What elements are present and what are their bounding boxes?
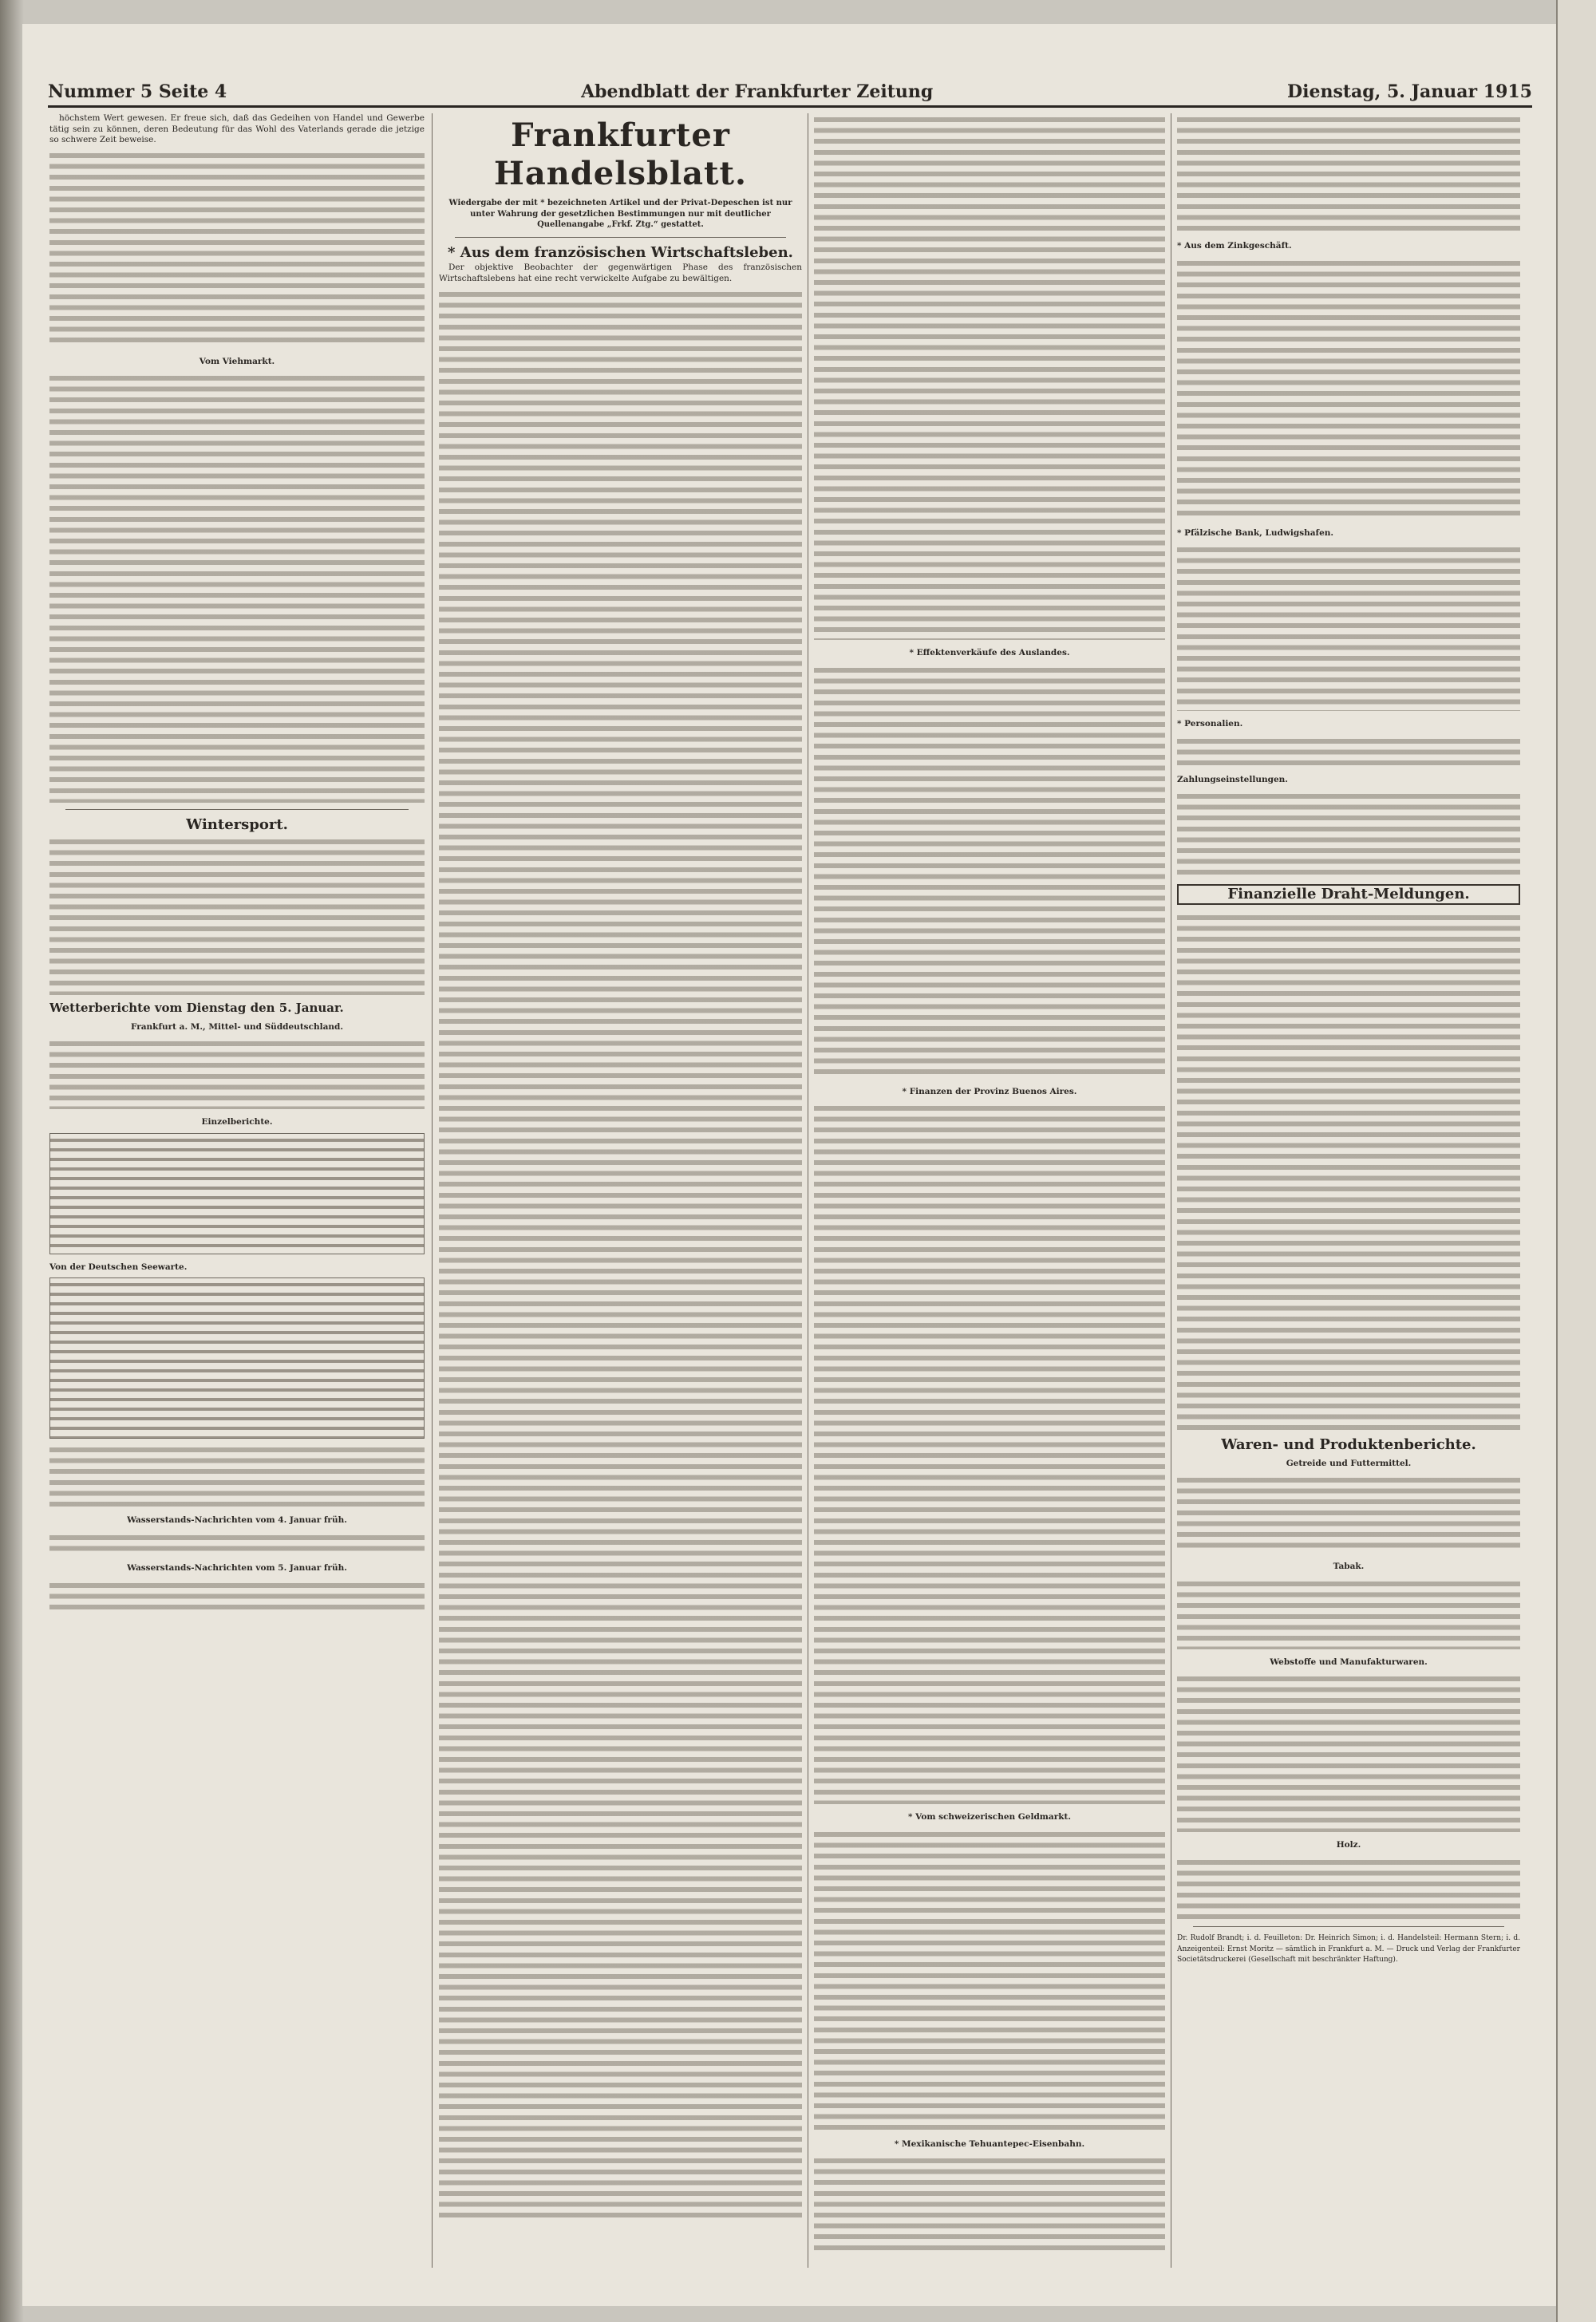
next-page-edge — [1556, 0, 1596, 2322]
wetter-text — [49, 1037, 425, 1109]
viehmarkt-text — [49, 372, 425, 803]
col3-text-3 — [814, 1102, 1165, 1804]
col3-text-1 — [814, 113, 1165, 640]
divider — [65, 809, 409, 810]
col4-text-4 — [1177, 735, 1520, 767]
col4-text-6 — [1177, 911, 1520, 1430]
buenos-aires-heading: * Finanzen der Provinz Buenos Aires. — [902, 1086, 1077, 1096]
header-right: Dienstag, 5. Januar 1915 — [1287, 81, 1532, 102]
wetter-heading: Wetterberichte vom Dienstag den 5. Januar. — [49, 1000, 344, 1015]
tehuantepec-heading: * Mexikanische Tehuantepec-Eisenbahn. — [894, 2138, 1085, 2149]
article-text — [439, 288, 802, 2219]
waren-heading: Waren- und Produktenberichte. — [1221, 1435, 1476, 1453]
header-center: Abendblatt der Frankfurter Zeitung — [581, 81, 934, 102]
wintersport-heading: Wintersport. — [186, 816, 288, 834]
column-4 — [1177, 113, 1520, 2260]
wasser1-heading: Wasserstands-Nachrichten vom 4. Januar früh. — [127, 1515, 347, 1526]
col1-text-block — [49, 149, 425, 349]
wasser2-text — [49, 1579, 425, 1611]
divider — [1193, 1926, 1504, 1927]
handelsblatt-subtitle: Wiedergabe der mit * bezeichneten Artikel und der Privat-Depeschen ist nur unter Wahrung der gesetzlichen Bestimmungen nur mit deutlicher Quellenangabe „Frkf. Ztg.“ gestattet. — [448, 199, 792, 230]
article-lead: Der objektive Beobachter der gegenwärtigen Phase des französischen Wirtschaftslebens hat eine recht verwickelte Aufgabe zu bewältigen. — [439, 263, 802, 283]
col4-text-9 — [1177, 1672, 1520, 1832]
tabak-heading: Tabak. — [1333, 1562, 1365, 1572]
col1-lead: höchstem Wert gewesen. Er freue sich, daß das Gedeihen von Handel und Gewerbe tätig sein zu können, deren Bedeutung für das Wohl des Vaterlands gerade die jetzige so schwere Zeit beweise. — [49, 113, 425, 145]
header-left: Nummer 5 Seite 4 — [48, 81, 227, 102]
wintersport-text — [49, 835, 425, 995]
col4-text-5 — [1177, 790, 1520, 878]
col4-text-1 — [1177, 113, 1520, 233]
holz-heading: Holz. — [1336, 1840, 1361, 1850]
col4-text-10 — [1177, 1856, 1520, 1920]
col4-text-2 — [1177, 257, 1520, 520]
getreide-heading: Getreide und Futtermittel. — [1286, 1458, 1412, 1468]
wasser2-heading: Wasserstands-Nachrichten vom 5. Januar früh. — [127, 1562, 347, 1573]
pfalz-heading: * Pfälzische Bank, Ludwigshafen. — [1177, 527, 1334, 538]
seewarte-heading: Von der Deutschen Seewarte. — [49, 1262, 188, 1272]
viehmarkt-heading: Vom Viehmarkt. — [199, 356, 275, 366]
column-1 — [49, 113, 425, 2260]
header-rule — [48, 105, 1532, 108]
einzelberichte-heading: Einzelberichte. — [201, 1117, 273, 1127]
zink-heading: * Aus dem Zinkgeschäft. — [1177, 241, 1292, 251]
einzel-table — [49, 1133, 425, 1254]
personal-heading: * Personalien. — [1177, 719, 1243, 729]
impressum: Dr. Rudolf Brandt; i. d. Feuilleton: Dr. Heinrich Simon; i. d. Handelsteil: Hermann Stern; i. d. Anzeigenteil: Ernst Moritz — sämtlich in Frankfurt a. M. — Druck und Verlag der Frankfurter Societätsdruckerei (Gesellschaft mit beschränkter Haftung). — [1177, 1933, 1520, 1965]
col3-text-4 — [814, 1828, 1165, 2131]
geldmarkt-heading: * Vom schweizerischen Geldmarkt. — [907, 1812, 1072, 1822]
column-rule — [432, 113, 433, 2268]
col4-text-7 — [1177, 1474, 1520, 1554]
col4-text-8 — [1177, 1578, 1520, 1649]
draht-heading: Finanzielle Draht-Meldungen. — [1177, 884, 1520, 905]
divider — [455, 237, 786, 238]
effekten-heading: * Effektenverkäufe des Auslandes. — [909, 648, 1070, 658]
wetter-region: Frankfurt a. M., Mittel- und Süddeutschland. — [130, 1021, 344, 1032]
webstoffe-heading: Webstoffe und Manufakturwaren. — [1270, 1657, 1428, 1667]
seewarte-table — [49, 1277, 425, 1439]
article-heading: * Aus dem französischen Wirtschaftsleben. — [448, 243, 793, 261]
column-3 — [814, 113, 1165, 2260]
wasser1-text — [49, 1531, 425, 1555]
col3-text-5 — [814, 2154, 1165, 2250]
col4-text-3 — [1177, 543, 1520, 711]
seewarte-text — [49, 1443, 425, 1507]
col3-text-2 — [814, 664, 1165, 1079]
page-gutter — [0, 0, 24, 2322]
zahlung-heading: Zahlungseinstellungen. — [1177, 774, 1288, 784]
handelsblatt-title: Frankfurter Handelsblatt. — [494, 116, 747, 192]
page-header — [48, 80, 1532, 102]
column-2 — [439, 113, 802, 2260]
